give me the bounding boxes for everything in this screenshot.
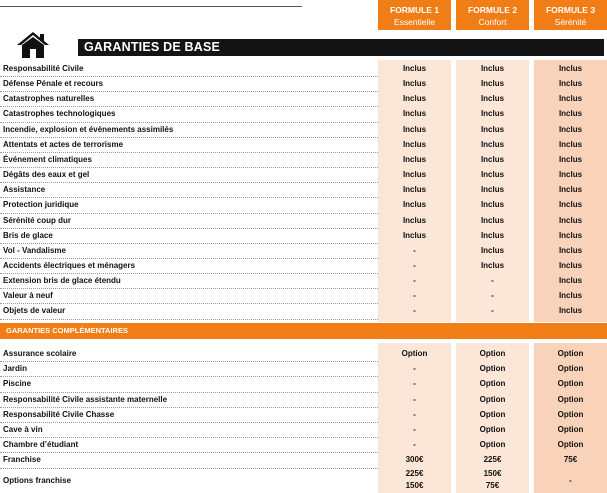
table-cell-value: Inclus [480,170,505,180]
table-cell-value: Inclus [558,64,583,73]
house-icon [16,30,50,60]
table-cell-value: 150€ [483,469,502,478]
row-divider [0,76,378,77]
table-cell-value: Inclus [402,79,427,89]
row-divider [0,407,378,408]
table-cell-value: Inclus [480,245,505,255]
table-cell-value: Inclus [558,306,583,316]
table-cell-value: Inclus [558,260,583,270]
table-row-label: Extension bris de glace étendu [3,276,121,286]
table-cell-value: Option [557,349,584,358]
table-cell-value: Inclus [480,215,505,225]
formula-2-subtitle: Confort [478,17,507,27]
row-divider [0,152,378,153]
table-row-label: Bris de glace [3,230,53,240]
table-cell-value: Option [557,425,584,434]
table-row-label: Vol - Vandalisme [3,245,66,255]
table-cell-value: Option [479,364,506,374]
table-cell-value: - [413,364,416,374]
base-section-title: GARANTIES DE BASE [84,40,221,54]
table-row-label: Assurance scolaire [3,349,77,358]
table-row-label: Responsabilité Civile [3,64,84,73]
table-row-label: Accidents électriques et ménagers [3,260,136,270]
table-row-label: Incendie, explosion et évènements assimilés [3,124,174,134]
table-cell-value: Inclus [558,185,583,195]
table-row-label: Catastrophes naturelles [3,94,95,104]
table-cell-value: Inclus [402,230,427,240]
row-divider [0,122,378,123]
table-row-label: Assistance [3,185,46,195]
row-divider [0,452,378,453]
table-cell-value: - [413,245,416,255]
table-cell-value: Option [401,349,428,358]
table-cell-value: Option [479,409,506,419]
table-cell-value: Inclus [480,260,505,270]
formula-3-header [534,0,607,30]
table-row-label: Catastrophes technologiques [3,109,116,119]
table-cell-value: Option [479,440,506,450]
row-divider [0,197,378,198]
table-cell-value: - [413,394,416,404]
table-row-label: Objets de valeur [3,306,66,316]
table-cell-value: Inclus [558,154,583,164]
table-cell-value: - [413,409,416,419]
table-cell-value: Inclus [402,170,427,180]
table-cell-value: - [491,276,494,286]
table-cell-value: Inclus [480,154,505,164]
table-cell-value: 225€ [483,455,502,465]
table-cell-value: 225€ [405,469,424,478]
table-row-label: Chambre d’étudiant [3,440,79,450]
table-row-label: Piscine [3,379,32,389]
table-cell-value: Inclus [558,170,583,180]
table-row-label: Valeur à neuf [3,291,53,301]
table-row-label: Cave à vin [3,425,43,434]
table-cell-value: - [413,440,416,450]
formula-3-subtitle: Sérénité [554,17,587,27]
formula-1-header [378,0,451,30]
row-divider [0,468,378,469]
table-row-label: Événement climatiques [3,154,92,164]
table-cell-value: Inclus [480,185,505,195]
row-divider [0,273,378,274]
table-cell-value: Inclus [480,124,505,134]
row-divider [0,303,378,304]
table-cell-value: - [491,291,494,301]
table-cell-value: - [569,476,572,485]
table-cell-value: Inclus [558,230,583,240]
table-cell-value: Inclus [402,139,427,149]
table-cell-value: Inclus [402,185,427,195]
row-divider [0,258,378,259]
row-divider [0,437,378,438]
table-cell-value: Inclus [558,200,583,210]
table-cell-value: - [413,260,416,270]
row-divider [0,167,378,168]
table-cell-value: Option [479,349,506,358]
table-cell-value: Inclus [480,230,505,240]
formula-3-name: FORMULE 3 [545,5,596,15]
table-cell-value: Inclus [558,215,583,225]
table-row-label: Protection juridique [3,200,79,210]
table-cell-value: Inclus [480,79,505,89]
row-divider [0,243,378,244]
table-cell-value: - [413,291,416,301]
table-cell-value: Inclus [402,200,427,210]
table-cell-value: Option [479,425,506,434]
table-cell-value: Inclus [558,109,583,119]
table-row-label: Franchise [3,455,41,465]
table-cell-value: 300€ [405,455,424,465]
row-divider [0,213,378,214]
table-cell-value: Option [479,394,506,404]
table-cell-value: Inclus [558,245,583,255]
table-row-label: Options franchise [3,476,72,485]
table-cell-value: - [413,379,416,389]
table-cell-value: - [491,306,494,316]
table-cell-value: Inclus [558,276,583,286]
table-cell-value: Inclus [402,215,427,225]
table-cell-value: Inclus [480,200,505,210]
table-cell-value: Inclus [558,291,583,301]
table-cell-value: - [413,276,416,286]
row-divider [0,91,378,92]
row-divider [0,137,378,138]
table-cell-value: Inclus [558,124,583,134]
top-divider [0,6,302,7]
table-row-label: Sérénité coup dur [3,215,72,225]
table-cell-value: Option [557,379,584,389]
table-row-label: Dégâts des eaux et gel [3,170,90,180]
row-divider [0,376,378,377]
formula-1-subtitle: Essentielle [393,17,436,27]
table-row-label: Responsabilité Civile Chasse [3,409,115,419]
table-cell-value: 150€ [405,481,424,490]
table-cell-value: Option [557,440,584,450]
table-cell-value: Option [557,394,584,404]
row-divider [0,392,378,393]
table-cell-value: Inclus [480,64,505,73]
table-cell-value: 75€ [563,455,578,465]
table-cell-value: - [413,306,416,316]
table-row-label: Attentats et actes de terrorisme [3,139,124,149]
table-row-label: Défense Pénale et recours [3,79,104,89]
table-cell-value: Inclus [558,139,583,149]
table-cell-value: Inclus [402,109,427,119]
table-cell-value: - [413,425,416,434]
row-divider [0,182,378,183]
table-cell-value: 75€ [485,481,500,490]
table-cell-value: Option [557,364,584,374]
table-cell-value: Option [557,409,584,419]
row-divider [0,422,378,423]
table-row-label: Responsabilité Civile assistante maternelle [3,394,168,404]
table-cell-value: Inclus [480,109,505,119]
table-cell-value: Inclus [402,124,427,134]
table-cell-value: Inclus [480,139,505,149]
row-divider [0,288,378,289]
row-divider [0,228,378,229]
table-cell-value: Inclus [402,64,427,73]
table-cell-value: Inclus [558,79,583,89]
formula-2-name: FORMULE 2 [467,5,518,15]
table-cell-value: Inclus [480,94,505,104]
formula-2-header [456,0,529,30]
row-divider [0,319,378,320]
table-cell-value: Inclus [402,154,427,164]
table-cell-value: Inclus [558,94,583,104]
table-cell-value: Option [479,379,506,389]
table-row-label: Jardin [3,364,28,374]
formula-1-name: FORMULE 1 [389,5,440,15]
row-divider [0,106,378,107]
complementary-section-title: GARANTIES COMPLÉMENTAIRES [6,326,128,335]
row-divider [0,361,378,362]
table-cell-value: Inclus [402,94,427,104]
